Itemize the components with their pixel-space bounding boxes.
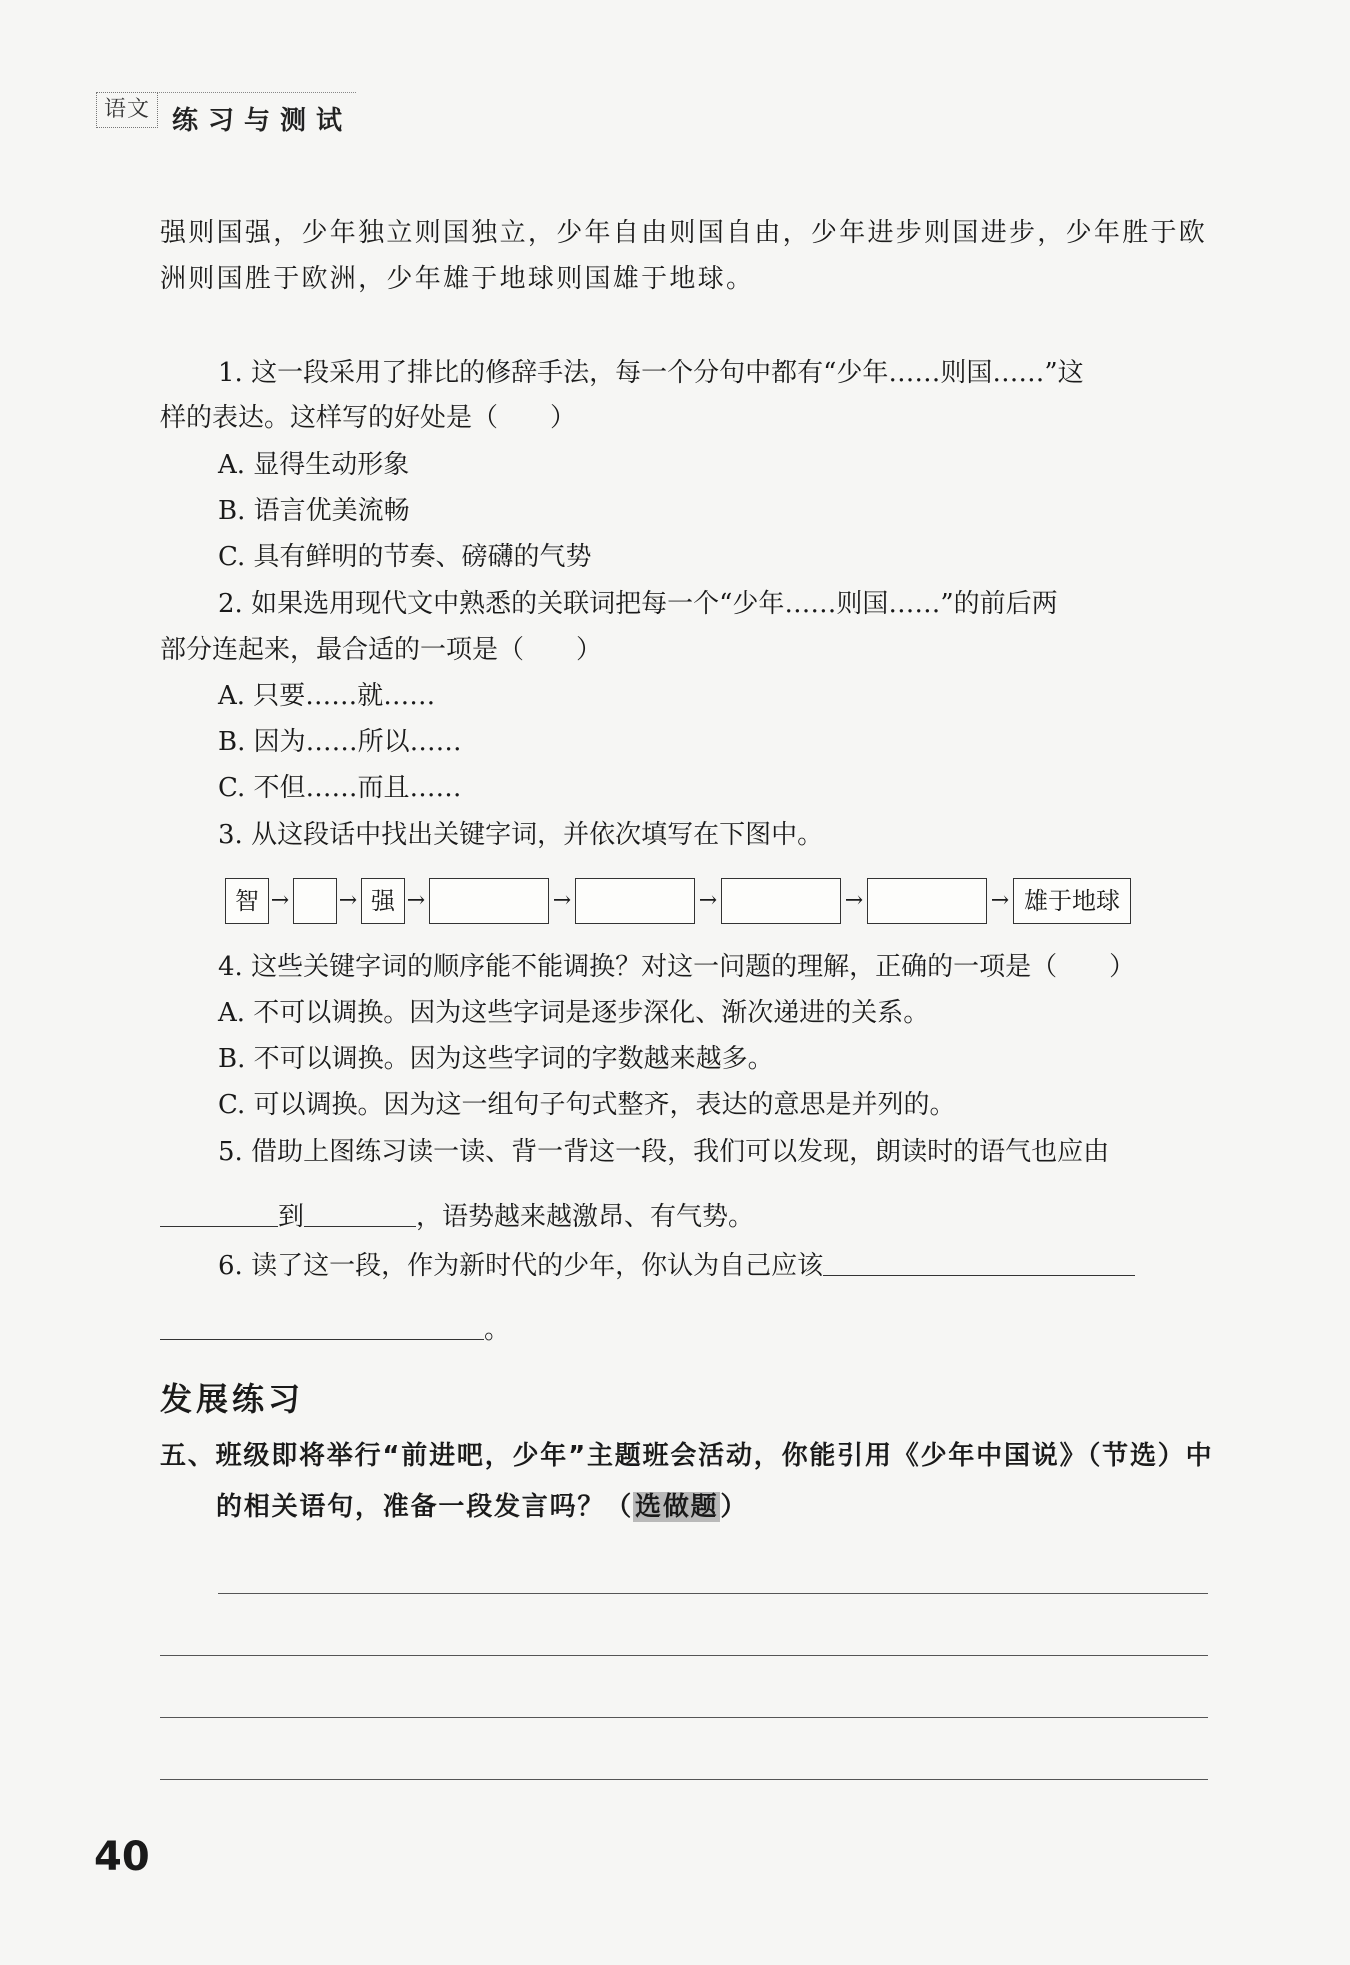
q4-option-b: B. 不可以调换。因为这些字词的字数越来越多。: [218, 1044, 774, 1074]
book-title: 练习与测试: [172, 106, 353, 136]
q1-option-b: B. 语言优美流畅: [218, 496, 410, 526]
flow-box-6[interactable]: [721, 878, 841, 924]
task-five-line-1: 五、班级即将举行“前进吧，少年”主题班会活动，你能引用《少年中国说》（节选）中: [160, 1441, 1214, 1471]
flow-arrow-4: →: [552, 888, 572, 913]
q4-prompt: 4. 这些关键字词的顺序能不能调换？对这一问题的理解，正确的一项是（ ）: [218, 952, 1136, 982]
q4-option-a: A. 不可以调换。因为这些字词是逐步深化、渐次递进的关系。: [218, 998, 930, 1028]
flow-arrow-5: →: [698, 888, 718, 913]
passage-line-1: 强则国强，少年独立则国独立，少年自由则国自由，少年进步则国进步，少年胜于欧: [160, 218, 1208, 248]
q2-line-2: 部分连起来，最合适的一项是（ ）: [160, 635, 603, 665]
q6-end: 。: [484, 1315, 511, 1345]
q2-line-1: 2. 如果选用现代文中熟悉的关联词把每一个“少年……则国……”的前后两: [218, 589, 1058, 619]
flow-arrow-6: →: [844, 888, 864, 913]
q5-line-2: [160, 1200, 754, 1232]
q2-option-b: B. 因为……所以……: [218, 727, 462, 757]
flow-box-3: 强: [361, 878, 405, 924]
q2-option-c: C. 不但……而且……: [218, 773, 462, 803]
q5-tail: ，语势越来越激昂、有气势。: [416, 1202, 755, 1232]
q2-option-a: A. 只要……就……: [218, 681, 436, 711]
q6-blank-1[interactable]: [823, 1249, 1135, 1276]
flow-box-8: 雄于地球: [1013, 878, 1131, 924]
optional-task-tag: 选做题: [635, 1492, 719, 1522]
q6-line-2: [160, 1313, 510, 1345]
task-five-text: 的相关语句，准备一段发言吗？（: [216, 1492, 634, 1522]
q3-prompt: 3. 从这段话中找出关键字词，并依次填写在下图中。: [218, 820, 824, 850]
q1-line-1: 1. 这一段采用了排比的修辞手法，每一个分句中都有“少年……则国……”这: [218, 358, 1084, 388]
q5-word-to: 到: [278, 1202, 305, 1232]
writing-line-4[interactable]: [160, 1779, 1208, 1780]
flow-arrow-3: →: [406, 888, 426, 913]
task-five-line-2: [216, 1492, 748, 1522]
subject-tag: 语文: [96, 92, 158, 128]
q1-line-2: 样的表达。这样写的好处是（ ）: [160, 403, 577, 433]
q1-option-c: C. 具有鲜明的节奏、磅礴的气势: [218, 542, 592, 572]
page-number: 40: [94, 1834, 150, 1880]
flow-box-2[interactable]: [293, 878, 337, 924]
flow-box-5[interactable]: [575, 878, 695, 924]
q5-line-1: 5. 借助上图练习读一读、背一背这一段，我们可以发现，朗读时的语气也应由: [218, 1137, 1110, 1167]
writing-line-1[interactable]: [218, 1593, 1208, 1594]
q1-option-a: A. 显得生动形象: [218, 450, 410, 480]
flow-arrow-1: →: [270, 888, 290, 913]
writing-line-2[interactable]: [160, 1655, 1208, 1656]
writing-line-3[interactable]: [160, 1717, 1208, 1718]
q6-line-1: [218, 1249, 1135, 1281]
q6-prompt: 6. 读了这一段，作为新时代的少年，你认为自己应该: [218, 1251, 824, 1281]
flow-arrow-7: →: [990, 888, 1010, 913]
flow-box-4[interactable]: [429, 878, 549, 924]
q5-blank-from[interactable]: [160, 1200, 278, 1227]
flow-arrow-2: →: [338, 888, 358, 913]
flow-box-1: 智: [225, 878, 269, 924]
q6-blank-2[interactable]: [160, 1313, 484, 1340]
q5-blank-to[interactable]: [304, 1200, 416, 1227]
section-title: 发展练习: [160, 1380, 305, 1418]
task-five-close: ）: [720, 1492, 749, 1522]
q4-option-c: C. 可以调换。因为这一组句子句式整齐，表达的意思是并列的。: [218, 1090, 956, 1120]
flow-box-7[interactable]: [867, 878, 987, 924]
passage-line-2: 洲则国胜于欧洲，少年雄于地球则国雄于地球。: [160, 264, 755, 294]
